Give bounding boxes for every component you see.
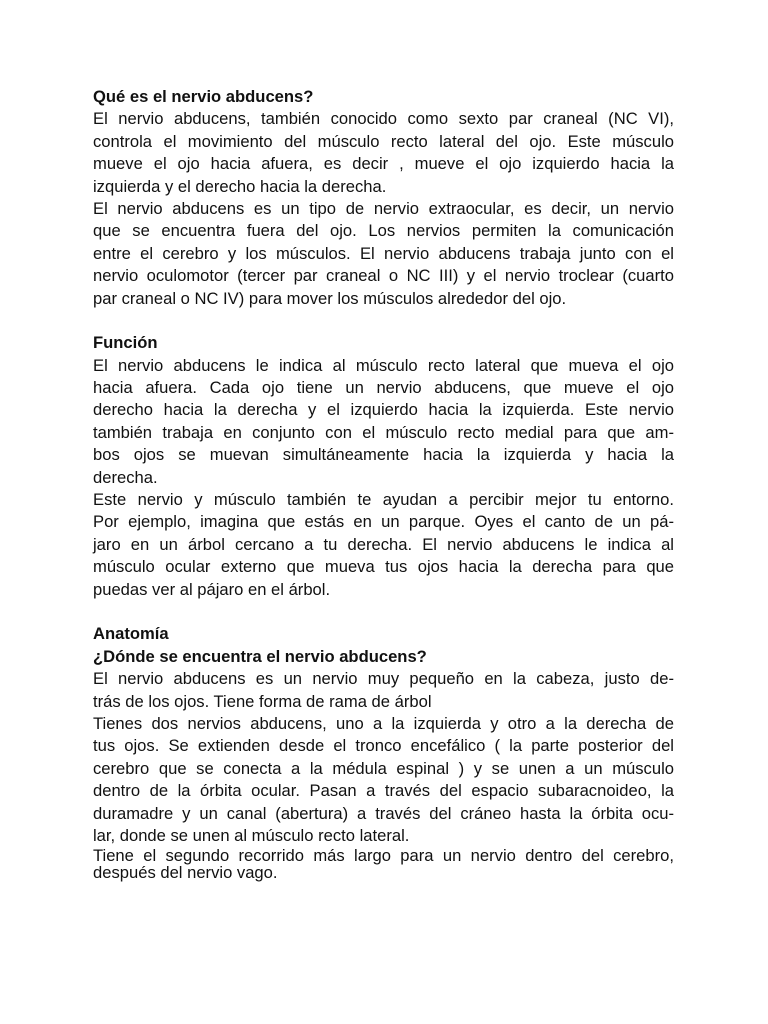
document-page — [93, 86, 674, 881]
paragraph-line: entre el cerebro y los músculos. El nervio abducens trabaja junto con el — [93, 243, 674, 263]
paragraph-line: trás de los ojos. Tiene forma de rama de árbol — [93, 691, 432, 711]
paragraph-line: El nervio abducens, también conocido como sexto par craneal (NC VI), — [93, 109, 674, 129]
paragraph-line: que se encuentra fuera del ojo. Los nervios permiten la comunicación — [93, 221, 674, 241]
section-heading: Función — [93, 333, 158, 353]
paragraph-line: duramadre y un canal (abertura) a través del cráneo hasta la órbita ocu- — [93, 803, 674, 823]
paragraph-line: mueve el ojo hacia afuera, es decir , mueve el ojo izquierdo hacia la — [93, 154, 674, 174]
paragraph-line: también trabaja en conjunto con el músculo recto medial para que am- — [93, 422, 674, 442]
paragraph-line: cerebro que se conecta a la médula espinal ) y se unen a un músculo — [93, 758, 674, 778]
section-what-is — [93, 86, 674, 310]
paragraph-line: tus ojos. Se extienden desde el tronco encefálico ( la parte posterior del — [93, 736, 674, 756]
paragraph-line: hacia afuera. Cada ojo tiene un nervio abducens, que mueve el ojo — [93, 378, 674, 398]
section-spacer — [93, 601, 674, 623]
paragraph-line: derecha. — [93, 467, 158, 487]
paragraph-line: Tiene el segundo recorrido más largo para un nervio dentro del cerebro, — [93, 846, 674, 866]
paragraph-line: músculo ocular externo que mueva tus ojos hacia la derecha para que — [93, 557, 674, 577]
section-spacer — [93, 310, 674, 332]
section-heading: Anatomía — [93, 624, 169, 644]
paragraph-line: par craneal o NC IV) para mover los músculos alrededor del ojo. — [93, 288, 567, 308]
paragraph-line: Tienes dos nervios abducens, uno a la izquierda y otro a la derecha de — [93, 713, 674, 733]
section-heading: Qué es el nervio abducens? — [93, 87, 314, 106]
paragraph-line: El nervio abducens es un nervio muy pequeño en la cabeza, justo de- — [93, 669, 674, 689]
paragraph-line: derecho hacia la derecha y el izquierdo hacia la izquierda. Este nervio — [93, 400, 674, 420]
paragraph-line: izquierda y el derecho hacia la derecha. — [93, 176, 387, 196]
paragraph-line: El nervio abducens le indica al músculo recto lateral que mueva el ojo — [93, 355, 674, 375]
paragraph-line: Este nervio y músculo también te ayudan a percibir mejor tu entorno. — [93, 490, 674, 510]
paragraph-line: después del nervio vago. — [93, 863, 278, 883]
paragraph-line: nervio oculomotor (tercer par craneal o NC III) y el nervio troclear (cuarto — [93, 266, 674, 286]
paragraph-line: bos ojos se muevan simultáneamente hacia la izquierda y hacia la — [93, 445, 674, 465]
paragraph-line: jaro en un árbol cercano a tu derecha. El nervio abducens le indica al — [93, 534, 674, 554]
section-subheading: ¿Dónde se encuentra el nervio abducens? — [93, 646, 427, 666]
paragraph-line: El nervio abducens es un tipo de nervio extraocular, es decir, un nervio — [93, 198, 674, 218]
paragraph-line: puedas ver al pájaro en el árbol. — [93, 579, 331, 599]
paragraph-line: dentro de la órbita ocular. Pasan a través del espacio subaracnoideo, la — [93, 781, 674, 801]
paragraph-line: Por ejemplo, imagina que estás en un parque. Oyes el canto de un pá- — [93, 512, 674, 532]
section-anatomy — [93, 623, 674, 881]
section-function — [93, 332, 674, 601]
paragraph-line: lar, donde se unen al músculo recto lateral. — [93, 825, 410, 845]
paragraph-line: controla el movimiento del músculo recto lateral del ojo. Este músculo — [93, 131, 674, 151]
